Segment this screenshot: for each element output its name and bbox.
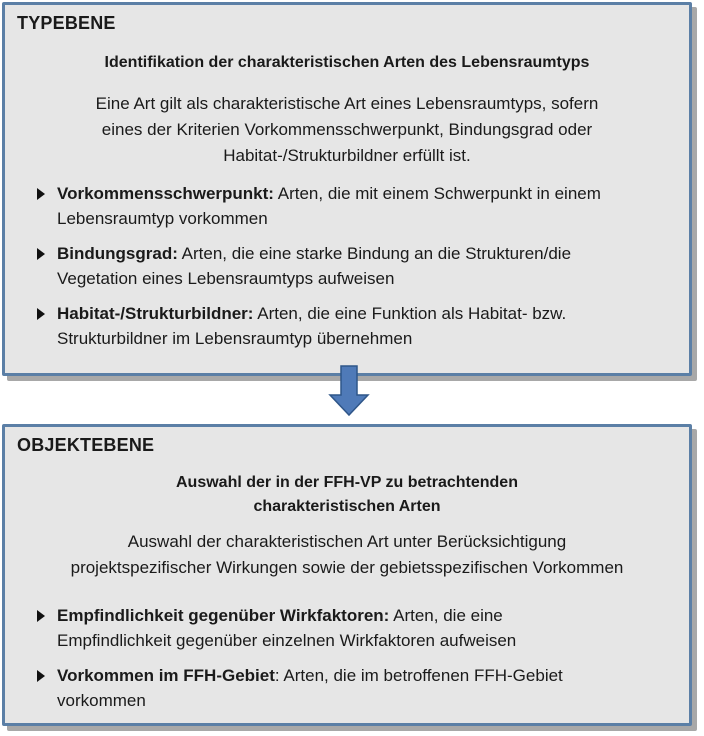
- object-level-description: [5, 529, 689, 581]
- object-level-panel: [2, 424, 692, 726]
- criterion-term: Empfindlichkeit gegenüber Wirkfaktoren:: [57, 606, 390, 625]
- criterion-text: Vegetation eines Lebensraumtyps aufweisen: [57, 269, 395, 288]
- object-level-description-line: projektspezifischer Wirkungen sowie der gebietsspezifischen Vorkommen: [70, 558, 624, 577]
- type-level-criteria-list: [35, 181, 681, 361]
- criterion-text: Strukturbildner im Lebensraumtyp übernehmen: [57, 329, 413, 348]
- type-level-description-line: Eine Art gilt als charakteristische Art eines Lebensraumtyps, sofern: [95, 94, 599, 113]
- criterion-term: Vorkommen im FFH-Gebiet: [57, 666, 275, 685]
- criterion-text: vorkommen: [57, 691, 146, 710]
- criterion-text: Arten, die mit einem Schwerpunkt in einem: [273, 184, 601, 203]
- triangle-right-icon: [37, 670, 45, 682]
- criterion-item: [35, 241, 681, 291]
- object-level-description-line: Auswahl der charakteristischen Art unter Berücksichtigung: [127, 532, 567, 551]
- criterion-text: Arten, die eine: [389, 606, 503, 625]
- type-level-label: TYPEBENE: [17, 13, 116, 33]
- criterion-item: [35, 181, 681, 231]
- object-level-label: OBJEKTEBENE: [17, 435, 155, 455]
- criterion-item: [35, 603, 681, 653]
- object-level-criteria-list: [35, 603, 681, 723]
- criterion-text: Lebensraumtyp vorkommen: [57, 209, 268, 228]
- triangle-right-icon: [37, 248, 45, 260]
- type-level-panel: [2, 2, 692, 376]
- type-level-title: Identifikation der charakteristischen Arten des Lebensraumtyps: [104, 54, 590, 71]
- criterion-text: Arten, die eine Funktion als Habitat- bzw.: [253, 304, 567, 323]
- object-level-title-line: Auswahl der in der FFH-VP zu betrachtenden: [176, 474, 518, 491]
- criterion-text: Empfindlichkeit gegenüber einzelnen Wirkfaktoren aufweisen: [57, 631, 517, 650]
- triangle-right-icon: [37, 610, 45, 622]
- criterion-text: Arten, die eine starke Bindung an die Strukturen/die: [177, 244, 572, 263]
- arrow-down-icon: [328, 365, 370, 417]
- type-level-description-line: eines der Kriterien Vorkommensschwerpunkt, Bindungsgrad oder: [101, 120, 593, 139]
- criterion-item: [35, 663, 681, 713]
- criterion-item: [35, 301, 681, 351]
- criterion-term: Habitat-/Strukturbildner:: [57, 304, 254, 323]
- type-level-description: [5, 91, 689, 169]
- criterion-term: Vorkommensschwerpunkt:: [57, 184, 274, 203]
- criterion-term: Bindungsgrad:: [57, 244, 178, 263]
- type-level-description-line: Habitat-/Strukturbildner erfüllt ist.: [223, 146, 471, 165]
- object-level-title: [5, 471, 689, 519]
- object-level-title-line: charakteristischen Arten: [253, 498, 441, 515]
- triangle-right-icon: [37, 308, 45, 320]
- criterion-text: : Arten, die im betroffenen FFH-Gebiet: [274, 666, 563, 685]
- triangle-right-icon: [37, 188, 45, 200]
